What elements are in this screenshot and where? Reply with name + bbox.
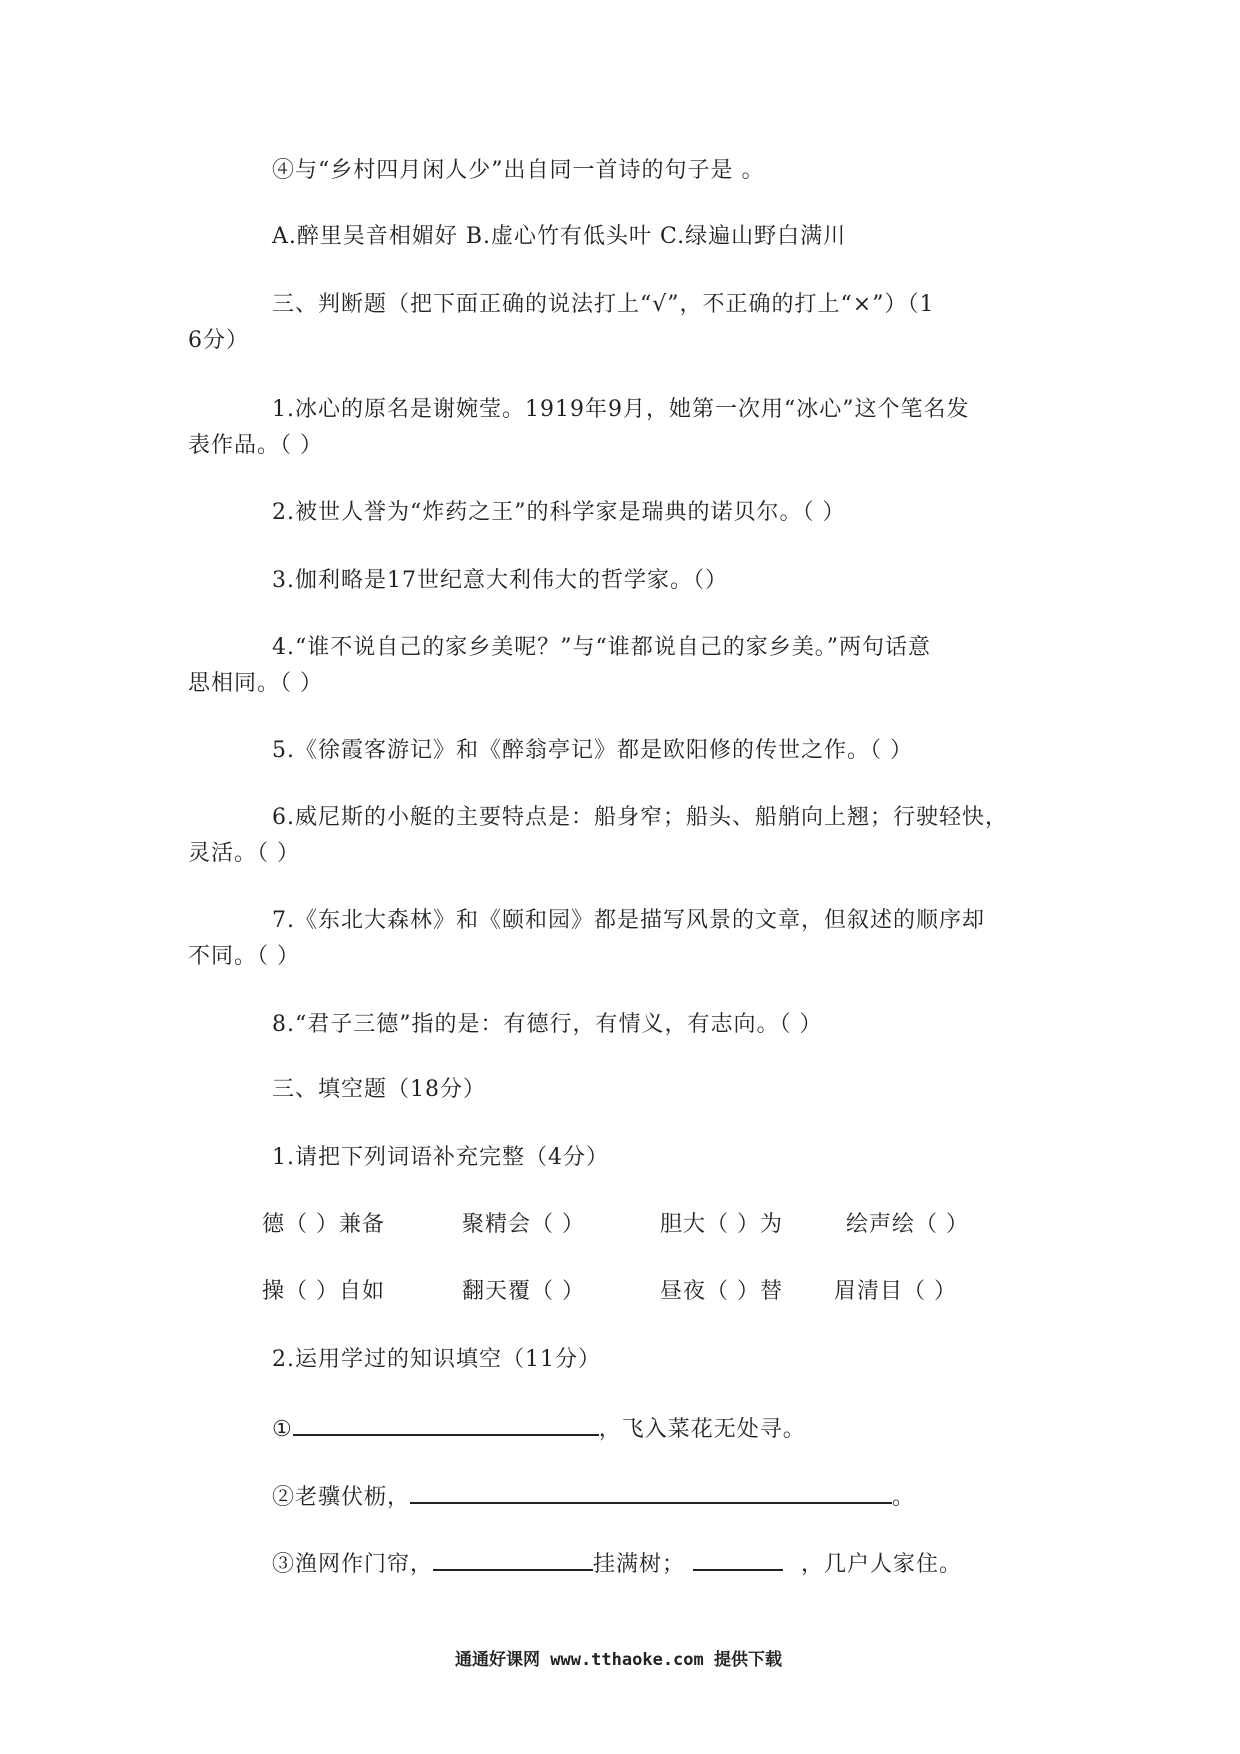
judge-item-7-cont: 不同。（ ） [188,944,300,969]
judge-item-6: 6.威尼斯的小艇的主要特点是：船身窄；船头、船艄向上翘；行驶轻快， [272,805,1008,830]
judge-item-4: 4.“谁不说自己的家乡美呢？”与“谁都说自己的家乡美。”两句话意 [272,635,931,660]
judge-item-4-cont: 思相同。（ ） [188,671,323,696]
fill-line-3-mid: 挂满树； [593,1552,686,1577]
fill-line-1-prefix: ① [272,1417,293,1442]
question-4-options: A.醉里吴音相媚好 B.虚心竹有低头叶 C.绿遍山野白满川 [272,224,847,249]
answer-blank-2[interactable] [410,1480,892,1504]
word-7: 昼夜（ ）替 [660,1279,783,1304]
judge-item-2: 2.被世人誉为“炸药之王”的科学家是瑞典的诺贝尔。（ ） [272,500,846,525]
section-3-heading-cont: 6分） [188,328,249,353]
fill-question-2-title: 2.运用学过的知识填空（11分） [272,1347,601,1372]
judge-item-8: 8.“君子三德”指的是：有德行，有情义，有志向。（ ） [272,1012,823,1037]
word-8: 眉清目（ ） [834,1279,957,1304]
word-4: 绘声绘（ ） [846,1212,969,1237]
judge-item-3: 3.伽利略是17世纪意大利伟大的哲学家。（） [272,568,728,593]
fill-line-3-prefix: ③渔网作门帘， [272,1552,434,1577]
fill-line-2-suffix: 。 [892,1485,916,1510]
fill-line-3-suffix: ，几户人家住。 [801,1552,963,1577]
judge-item-1-cont: 表作品。（ ） [188,433,323,458]
word-2: 聚精会（ ） [462,1212,585,1237]
fill-line-2-prefix: ②老骥伏枥， [272,1485,411,1510]
fill-question-1-title: 1.请把下列词语补充完整（4分） [272,1145,609,1170]
judge-item-6-cont: 灵活。（ ） [188,841,300,866]
answer-blank-1[interactable] [293,1412,599,1436]
word-5: 操（ ）自如 [262,1279,385,1304]
judge-item-7: 7.《东北大森林》和《颐和园》都是描写风景的文章，但叙述的顺序却 [272,908,985,933]
fill-line-3 [272,1547,962,1580]
word-6: 翻天覆（ ） [462,1279,585,1304]
judge-item-5: 5.《徐霞客游记》和《醉翁亭记》都是欧阳修的传世之作。（ ） [272,738,913,763]
section-3-heading: 三、判断题（把下面正确的说法打上“√”，不正确的打上“×”）（1 [272,292,935,317]
answer-blank-4[interactable] [693,1547,783,1571]
word-3: 胆大（ ）为 [660,1212,783,1237]
fill-line-1-suffix: ，飞入菜花无处寻。 [598,1417,806,1442]
fill-line-2 [272,1480,915,1513]
section-4-heading: 三、填空题（18分） [272,1077,486,1102]
answer-blank-3[interactable] [433,1547,593,1571]
judge-item-1: 1.冰心的原名是谢婉莹。1919年9月，她第一次用“冰心”这个笔名发 [272,397,970,422]
fill-line-1 [272,1412,806,1445]
question-4: ④与“乡村四月闲人少”出自同一首诗的句子是 。 [272,158,765,183]
download-footer: 通通好课网 www.tthaoke.com 提供下载 [455,1650,782,1670]
word-1: 德（ ）兼备 [262,1212,385,1237]
